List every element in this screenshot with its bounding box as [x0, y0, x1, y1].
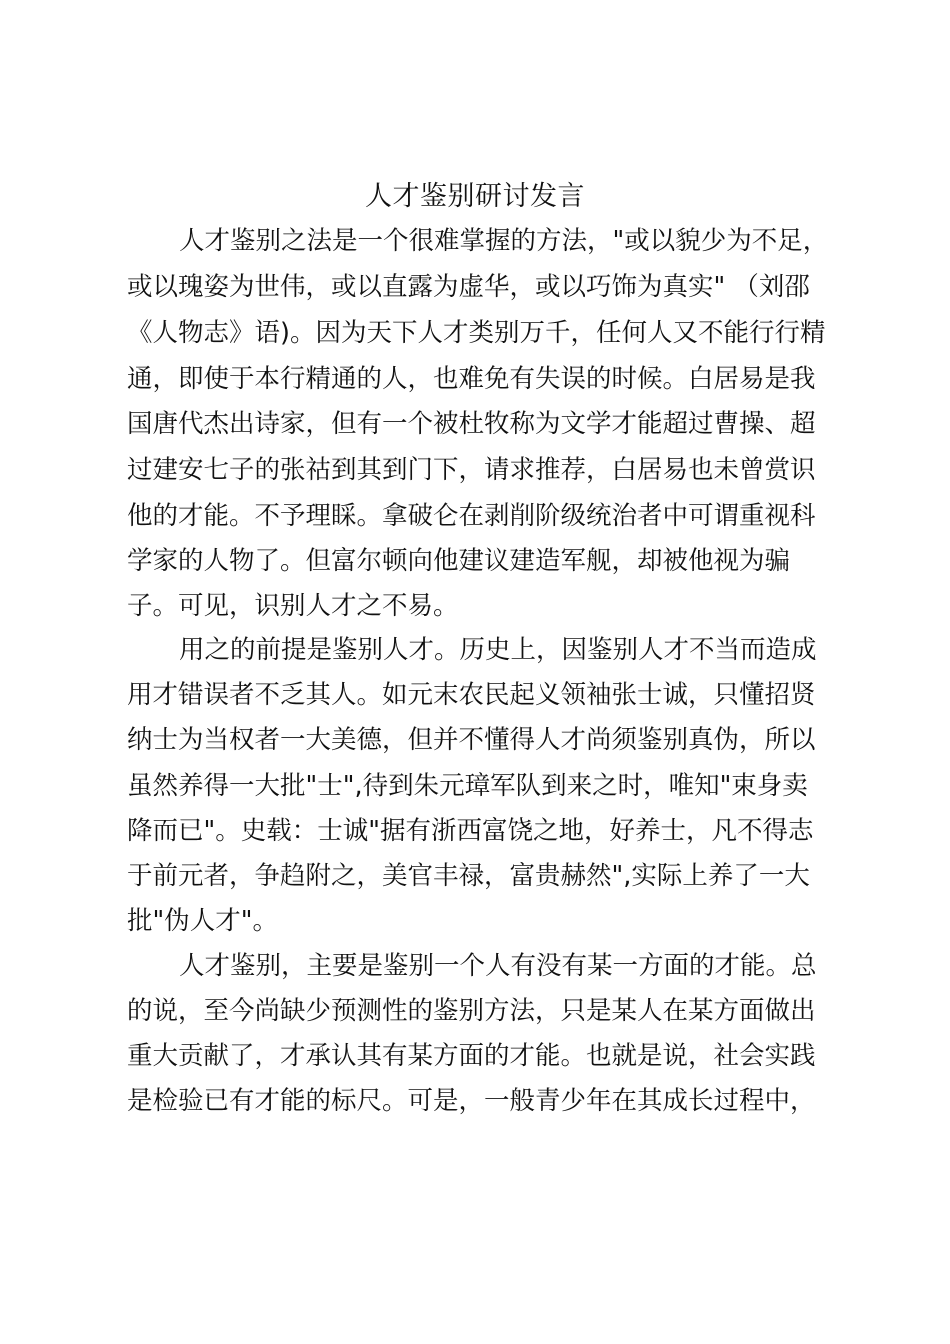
paragraph-1-line-9: 子。可见，识别人才之不易。 [127, 591, 459, 621]
paragraph-1-line-7: 他的才能。不予理睬。拿破仑在剥削阶级统治者中可谓重视科 [127, 501, 816, 531]
paragraph-2-line-2: 用才错误者不乏其人。如元末农民起义领袖张士诚，只懂招贤 [127, 680, 816, 710]
document-title: 人才鉴别研讨发言 [365, 181, 585, 212]
paragraph-2-line-6: 于前元者，争趋附之，美官丰禄，富贵赫然",实际上养了一大 [127, 861, 810, 891]
paragraph-2-line-3: 纳士为当权者一大美德，但并不懂得人才尚须鉴别真伪，所以 [127, 725, 816, 755]
paragraph-1-line-6: 过建安七子的张祜到其到门下，请求推荐，白居易也未曾赏识 [127, 455, 816, 485]
paragraph-2-line-7: 批"伪人才"。 [127, 906, 278, 936]
paragraph-1-line-1: 人才鉴别之法是一个很难掌握的方法，"或以貌少为不足， [179, 226, 829, 256]
paragraph-1-line-3: 《人物志》语)。因为天下人才类别万千，任何人又不能行行精 [127, 318, 826, 348]
paragraph-3-line-2: 的说，至今尚缺少预测性的鉴别方法，只是某人在某方面做出 [127, 996, 816, 1026]
paragraph-1-line-5: 国唐代杰出诗家，但有一个被杜牧称为文学才能超过曹操、超 [127, 409, 816, 439]
paragraph-1-line-2: 或以瑰姿为世伟，或以直露为虚华，或以巧饰为真实" （刘邵 [127, 272, 810, 302]
paragraph-2-line-5: 降而已"。史载：士诚"据有浙西富饶之地，好养士，凡不得志 [127, 816, 814, 846]
paragraph-2-line-1: 用之的前提是鉴别人才。历史上，因鉴别人才不当而造成 [179, 635, 817, 665]
paragraph-1-line-4: 通，即使于本行精通的人，也难免有失误的时候。白居易是我 [127, 364, 816, 394]
paragraph-1-line-8: 学家的人物了。但富尔顿向他建议建造军舰，却被他视为骗 [127, 546, 791, 576]
paragraph-3-line-4: 是检验已有才能的标尺。可是，一般青少年在其成长过程中， [127, 1086, 816, 1116]
paragraph-3-line-3: 重大贡献了，才承认其有某方面的才能。也就是说，社会实践 [127, 1041, 816, 1071]
paragraph-3-line-1: 人才鉴别，主要是鉴别一个人有没有某一方面的才能。总 [179, 951, 817, 981]
paragraph-2-line-4: 虽然养得一大批"士",待到朱元璋军队到来之时，唯知"束身卖 [127, 771, 808, 801]
